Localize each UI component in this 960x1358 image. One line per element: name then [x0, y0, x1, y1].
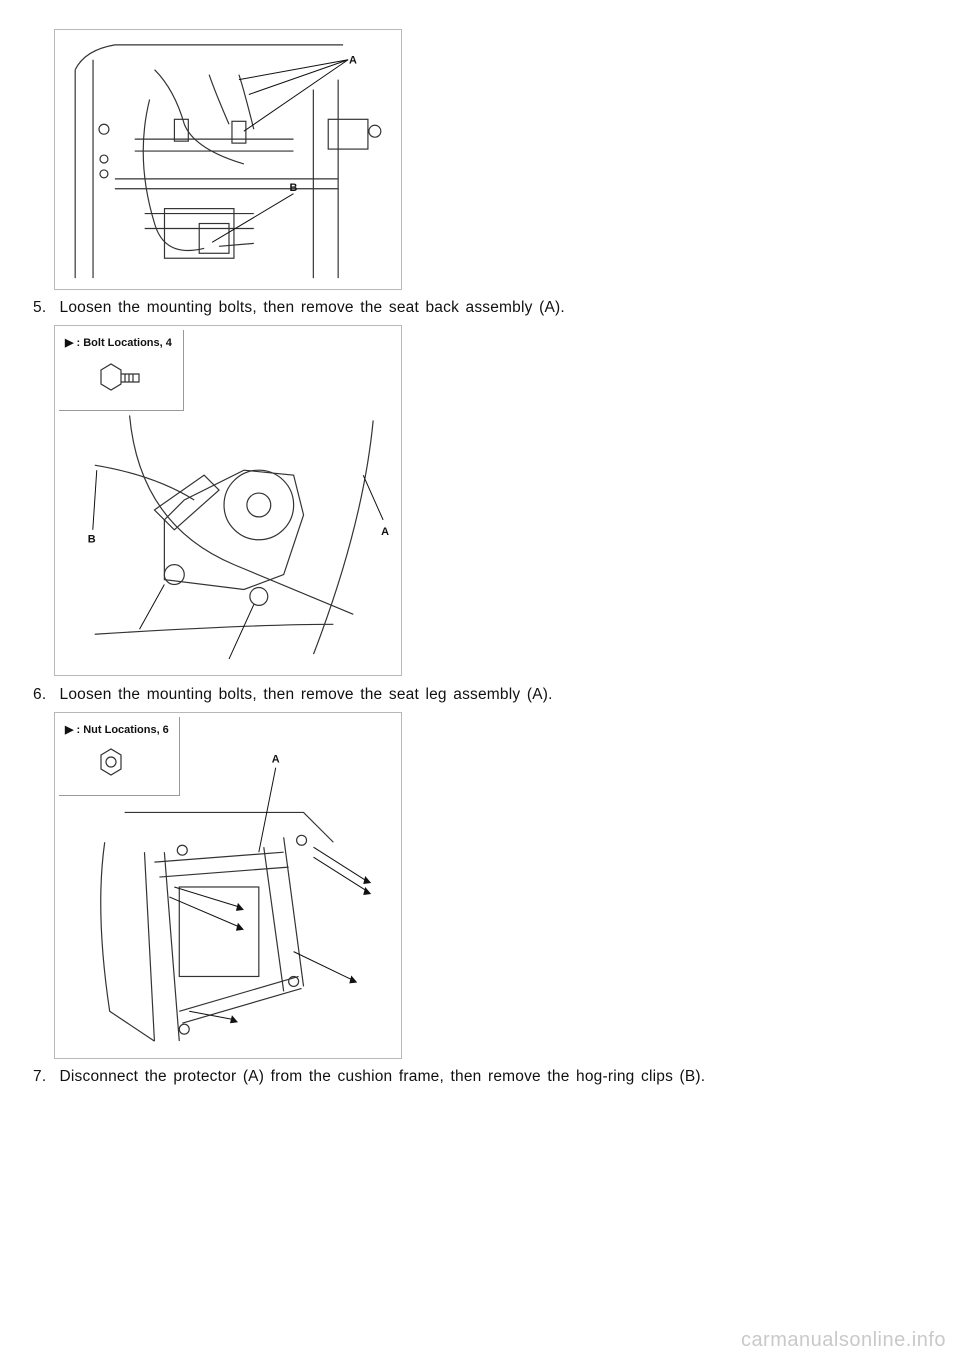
bolt-legend-inset [59, 330, 184, 411]
nut-icon [59, 717, 179, 795]
nut-locations-legend: ▶ : Nut Locations, 6 [65, 724, 169, 736]
step-text: Loosen the mounting bolts, then remove the seat back assembly (A). [59, 299, 565, 316]
bolt-icon [59, 330, 183, 410]
callout-a: A [271, 753, 280, 766]
wiring-harness-illustration [55, 30, 401, 289]
callout-a: A [381, 525, 390, 538]
step-number: 6. [33, 686, 47, 703]
figure-seat-back-bolts [54, 325, 402, 676]
callout-b: B [87, 533, 96, 546]
nut-legend-inset [59, 717, 180, 796]
step-text: Disconnect the protector (A) from the cushion frame, then remove the hog-ring clips (B). [59, 1068, 706, 1085]
step-text: Loosen the mounting bolts, then remove the seat leg assembly (A). [59, 686, 553, 703]
step-6 [33, 686, 553, 704]
watermark: carmanualsonline.info [740, 1329, 946, 1351]
callout-a: A [349, 54, 357, 67]
step-number: 5. [33, 299, 47, 316]
bolt-locations-legend: ▶ : Bolt Locations, 4 [65, 337, 172, 349]
step-number: 7. [33, 1068, 47, 1085]
callout-b: B [289, 181, 298, 194]
step-7 [33, 1068, 705, 1086]
step-5 [33, 299, 565, 317]
figure-seat-leg-nuts [54, 712, 402, 1059]
figure-wiring-harness [54, 29, 402, 290]
